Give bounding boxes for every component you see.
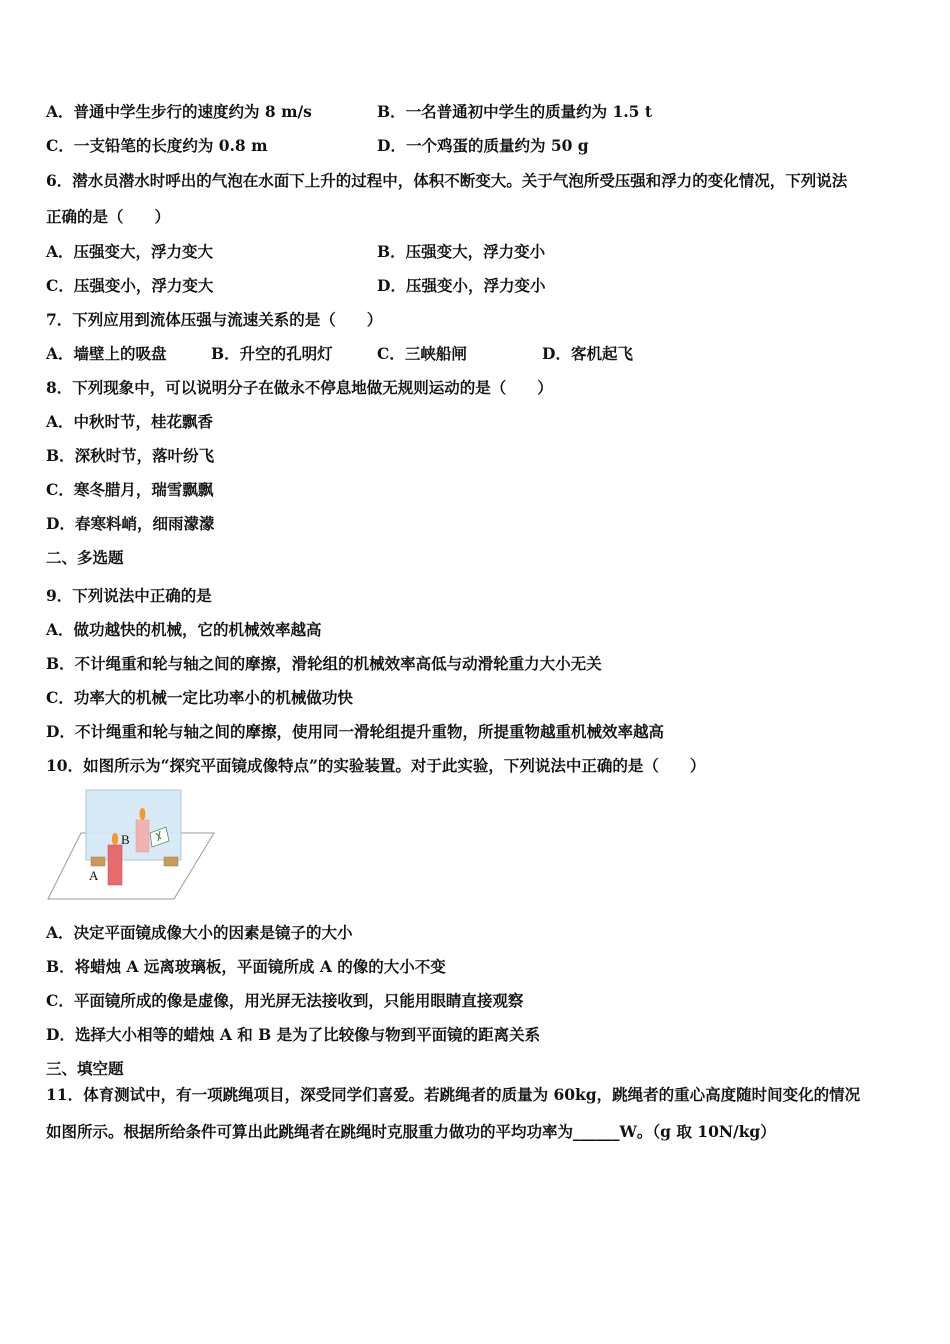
figure-label-a: A	[89, 868, 99, 883]
q9-option-d: D．不计绳重和轮与轴之间的摩擦，使用同一滑轮组提升重物，所提重物越重机械效率越高	[46, 722, 664, 741]
q5-option-b: B．一名普通初中学生的质量约为 1.5 t	[377, 102, 653, 121]
q6-stem-line2: 正确的是（ ）	[46, 207, 171, 226]
q5-option-a: A．普通中学生步行的速度约为 8 m/s	[46, 102, 312, 121]
glass-plate	[86, 790, 181, 860]
candle-a-flame	[112, 833, 118, 845]
q8-option-d: D．春寒料峭，细雨濛濛	[46, 514, 215, 533]
q10-stem: 10．如图所示为“探究平面镜成像特点”的实验装置。对于此实验，下列说法中正确的是（ ）	[46, 756, 706, 775]
q8-option-c: C．寒冬腊月，瑞雪飘飘	[46, 480, 214, 499]
plane-mirror-experiment-figure	[46, 787, 216, 902]
q9-stem: 9．下列说法中正确的是	[46, 586, 212, 605]
candle-a	[108, 845, 122, 885]
q11-stem-line1: 11．体育测试中，有一项跳绳项目，深受同学们喜爱。若跳绳者的质量为 60kg，跳绳者的重心高度随时间变化的情况	[46, 1085, 861, 1104]
q7-stem: 7．下列应用到流体压强与流速关系的是（ ）	[46, 310, 383, 329]
q8-option-b: B．深秋时节，落叶纷飞	[46, 446, 215, 465]
q10-option-b: B．将蜡烛 A 远离玻璃板，平面镜所成 A 的像的大小不变	[46, 957, 446, 976]
q7-option-a: A．墙壁上的吸盘	[46, 344, 167, 363]
q8-stem: 8．下列现象中，可以说明分子在做永不停息地做无规则运动的是（ ）	[46, 378, 553, 397]
section-heading-fill-in: 三、填空题	[46, 1059, 124, 1078]
candle-b-flame	[140, 808, 146, 820]
q6-option-b: B．压强变大，浮力变小	[377, 242, 546, 261]
q8-option-a: A．中秋时节，桂花飘香	[46, 412, 214, 431]
q5-option-c: C．一支铅笔的长度约为 0.8 m	[46, 136, 268, 155]
candle-b	[136, 820, 149, 852]
q9-option-b: B．不计绳重和轮与轴之间的摩擦，滑轮组的机械效率高低与动滑轮重力大小无关	[46, 654, 602, 673]
section-heading-multiple-choice: 二、多选题	[46, 548, 124, 567]
figure-label-b: B	[121, 832, 130, 847]
q7-option-c: C．三峡船闸	[377, 344, 467, 363]
q7-option-b: B．升空的孔明灯	[211, 344, 333, 363]
q11-stem-line2: 如图所示。根据所给条件可算出此跳绳者在跳绳时克服重力做功的平均功率为______W。（g 取 10N/kg）	[46, 1122, 776, 1141]
plane-mirror-illustration	[46, 787, 216, 902]
q5-option-d: D．一个鸡蛋的质量约为 50 g	[377, 136, 589, 155]
q7-option-d: D．客机起飞	[542, 344, 633, 363]
q6-option-a: A．压强变大，浮力变大	[46, 242, 214, 261]
q9-option-a: A．做功越快的机械，它的机械效率越高	[46, 620, 322, 639]
q6-option-c: C．压强变小，浮力变大	[46, 276, 214, 295]
q6-option-d: D．压强变小，浮力变小	[377, 276, 546, 295]
q10-option-d: D．选择大小相等的蜡烛 A 和 B 是为了比较像与物到平面镜的距离关系	[46, 1025, 541, 1044]
q10-option-a: A．决定平面镜成像大小的因素是镜子的大小	[46, 923, 353, 942]
support-block-left	[91, 857, 105, 866]
q10-option-c: C．平面镜所成的像是虚像，用光屏无法接收到，只能用眼睛直接观察	[46, 991, 524, 1010]
support-block-right	[164, 857, 178, 866]
q6-stem-line1: 6．潜水员潜水时呼出的气泡在水面下上升的过程中，体积不断变大。关于气泡所受压强和浮力的变化情况，下列说法	[46, 171, 848, 190]
q9-option-c: C．功率大的机械一定比功率小的机械做功快	[46, 688, 353, 707]
